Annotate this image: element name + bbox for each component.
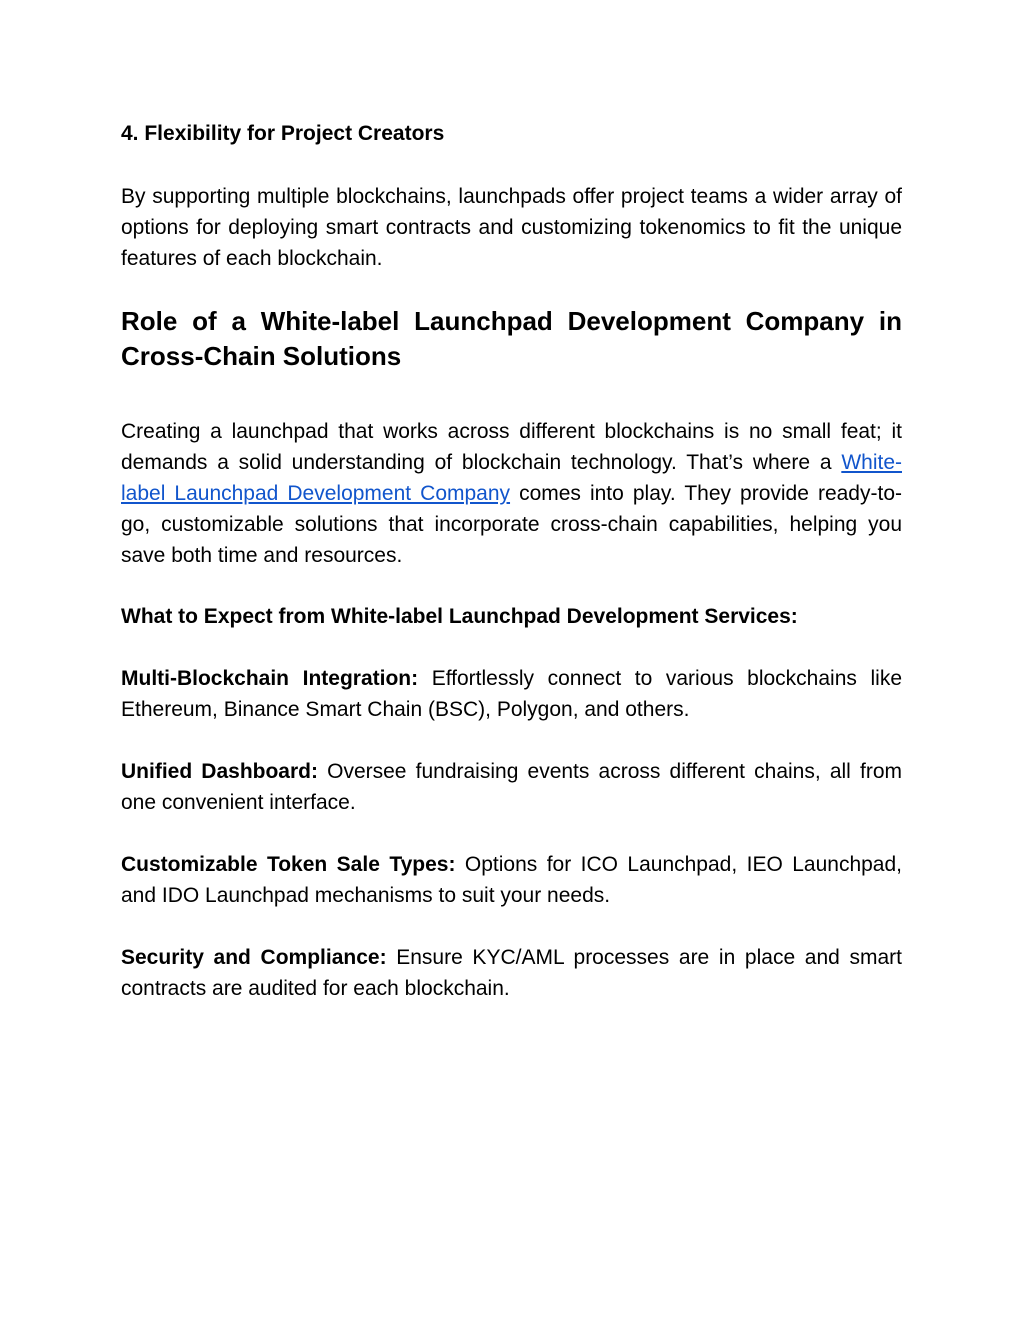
feature-item [121, 849, 902, 911]
feature-item [121, 663, 902, 725]
feature-label: Customizable Token Sale Types: [121, 853, 456, 876]
feature-label: Multi-Blockchain Integration: [121, 667, 419, 690]
section-4-body: By supporting multiple blockchains, launchpads offer project teams a wider array of options for deploying smart contracts and customizing tokenomics to fit the unique features of each blockchain. [121, 185, 902, 270]
expect-section-title: What to Expect from White-label Launchpad Development Services: [121, 605, 798, 628]
section-4-title: 4. Flexibility for Project Creators [121, 122, 445, 145]
white-label-company-link[interactable]: White-label Launchpad Development Company [121, 451, 902, 505]
feature-text: Ensure KYC/AML processes are in place and smart contracts are audited for each blockchain. [121, 946, 902, 1000]
feature-item [121, 756, 902, 818]
feature-item [121, 942, 902, 1004]
feature-text: Effortlessly connect to various blockchains like Ethereum, Binance Smart Chain (BSC), Polygon, and others. [121, 667, 902, 721]
feature-label: Security and Compliance: [121, 946, 387, 969]
intro-text-after-link: comes into play. They provide ready-to-go, customizable solutions that incorporate cross-chain capabilities, helping you save both time and resources. [121, 482, 902, 567]
intro-text-before-link: Creating a launchpad that works across different blockchains is no small feat; it demands a solid understanding of blockchain technology. That’s where a [121, 420, 902, 474]
role-section-heading: Role of a White-label Launchpad Development Company in Cross-Chain Solutions [121, 306, 902, 371]
role-section-intro [121, 416, 902, 571]
feature-label: Unified Dashboard: [121, 760, 318, 783]
feature-text: Oversee fundraising events across different chains, all from one convenient interface. [121, 760, 902, 814]
feature-text: Options for ICO Launchpad, IEO Launchpad, and IDO Launchpad mechanisms to suit your needs. [121, 853, 902, 907]
